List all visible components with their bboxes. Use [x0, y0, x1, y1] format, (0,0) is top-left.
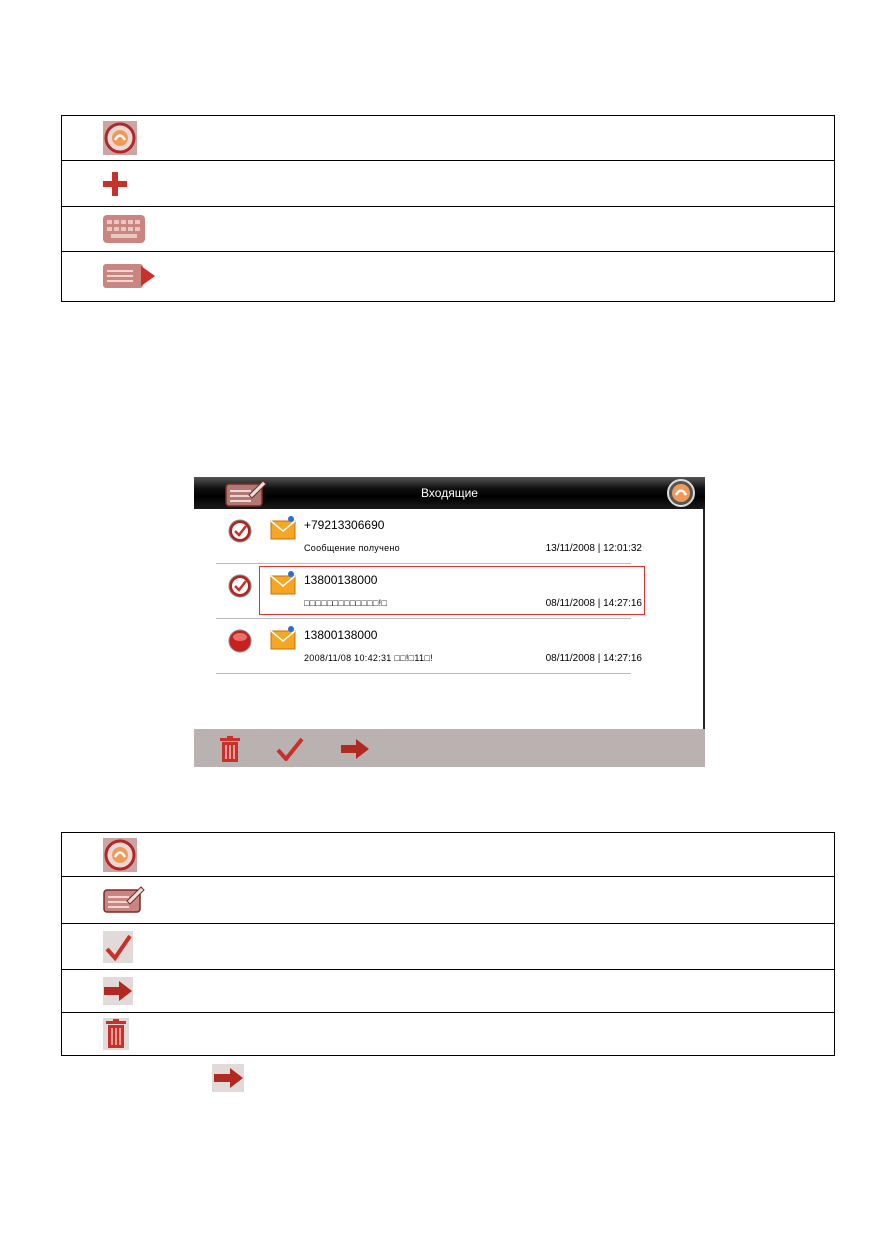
close-circle-icon[interactable] — [666, 478, 696, 513]
unchecked-status-icon[interactable] — [228, 629, 252, 658]
message-list — [194, 509, 705, 729]
legend-row — [62, 877, 834, 924]
legend-row — [62, 116, 834, 161]
legend-row — [62, 1013, 834, 1056]
trash-icon — [103, 1018, 129, 1050]
keyboard-icon — [103, 215, 145, 243]
message-datetime: 08/11/2008 | 14:27:16 — [545, 653, 642, 664]
arrow-right-icon — [212, 1064, 244, 1097]
legend-table-bottom — [61, 832, 835, 1056]
list-item[interactable] — [194, 509, 705, 563]
legend-table-top — [61, 115, 835, 302]
message-sender: +79213306690 — [304, 518, 385, 532]
inbox-screen — [194, 477, 705, 767]
arrow-right-icon[interactable] — [341, 739, 369, 764]
message-sender: 13800138000 — [304, 628, 378, 642]
compose-message-icon — [103, 885, 145, 915]
legend-row — [62, 252, 834, 302]
list-item[interactable] — [194, 564, 705, 618]
checkmark-icon[interactable] — [276, 737, 304, 766]
divider — [216, 673, 631, 674]
title-bar — [194, 477, 705, 509]
checkmark-icon — [103, 931, 133, 963]
legend-row — [62, 970, 834, 1013]
legend-row — [62, 924, 834, 970]
message-sender: 13800138000 — [304, 573, 378, 587]
list-item[interactable] — [194, 619, 705, 673]
checked-status-icon[interactable] — [228, 574, 252, 603]
message-preview: Сообщение получено — [304, 543, 400, 553]
message-list-next-icon — [103, 264, 155, 288]
arrow-right-icon — [103, 977, 133, 1005]
message-preview: 2008/11/08 10:42:31 □□!□11□! — [304, 653, 433, 663]
trash-icon[interactable] — [219, 736, 241, 767]
plus-icon — [103, 172, 127, 196]
legend-row — [62, 161, 834, 207]
legend-row — [62, 207, 834, 252]
envelope-icon — [269, 625, 297, 658]
bottom-toolbar — [194, 729, 705, 767]
message-datetime: 08/11/2008 | 14:27:16 — [545, 598, 642, 609]
checked-status-icon[interactable] — [228, 519, 252, 548]
message-preview: □□□□□□□□□□□□□!□ — [304, 598, 388, 608]
message-datetime: 13/11/2008 | 12:01:32 — [545, 543, 642, 554]
legend-row — [62, 833, 834, 877]
screen-title: Входящие — [421, 486, 478, 500]
close-circle-icon — [103, 121, 137, 155]
envelope-icon — [269, 570, 297, 603]
close-circle-icon — [103, 838, 137, 872]
envelope-icon — [269, 515, 297, 548]
